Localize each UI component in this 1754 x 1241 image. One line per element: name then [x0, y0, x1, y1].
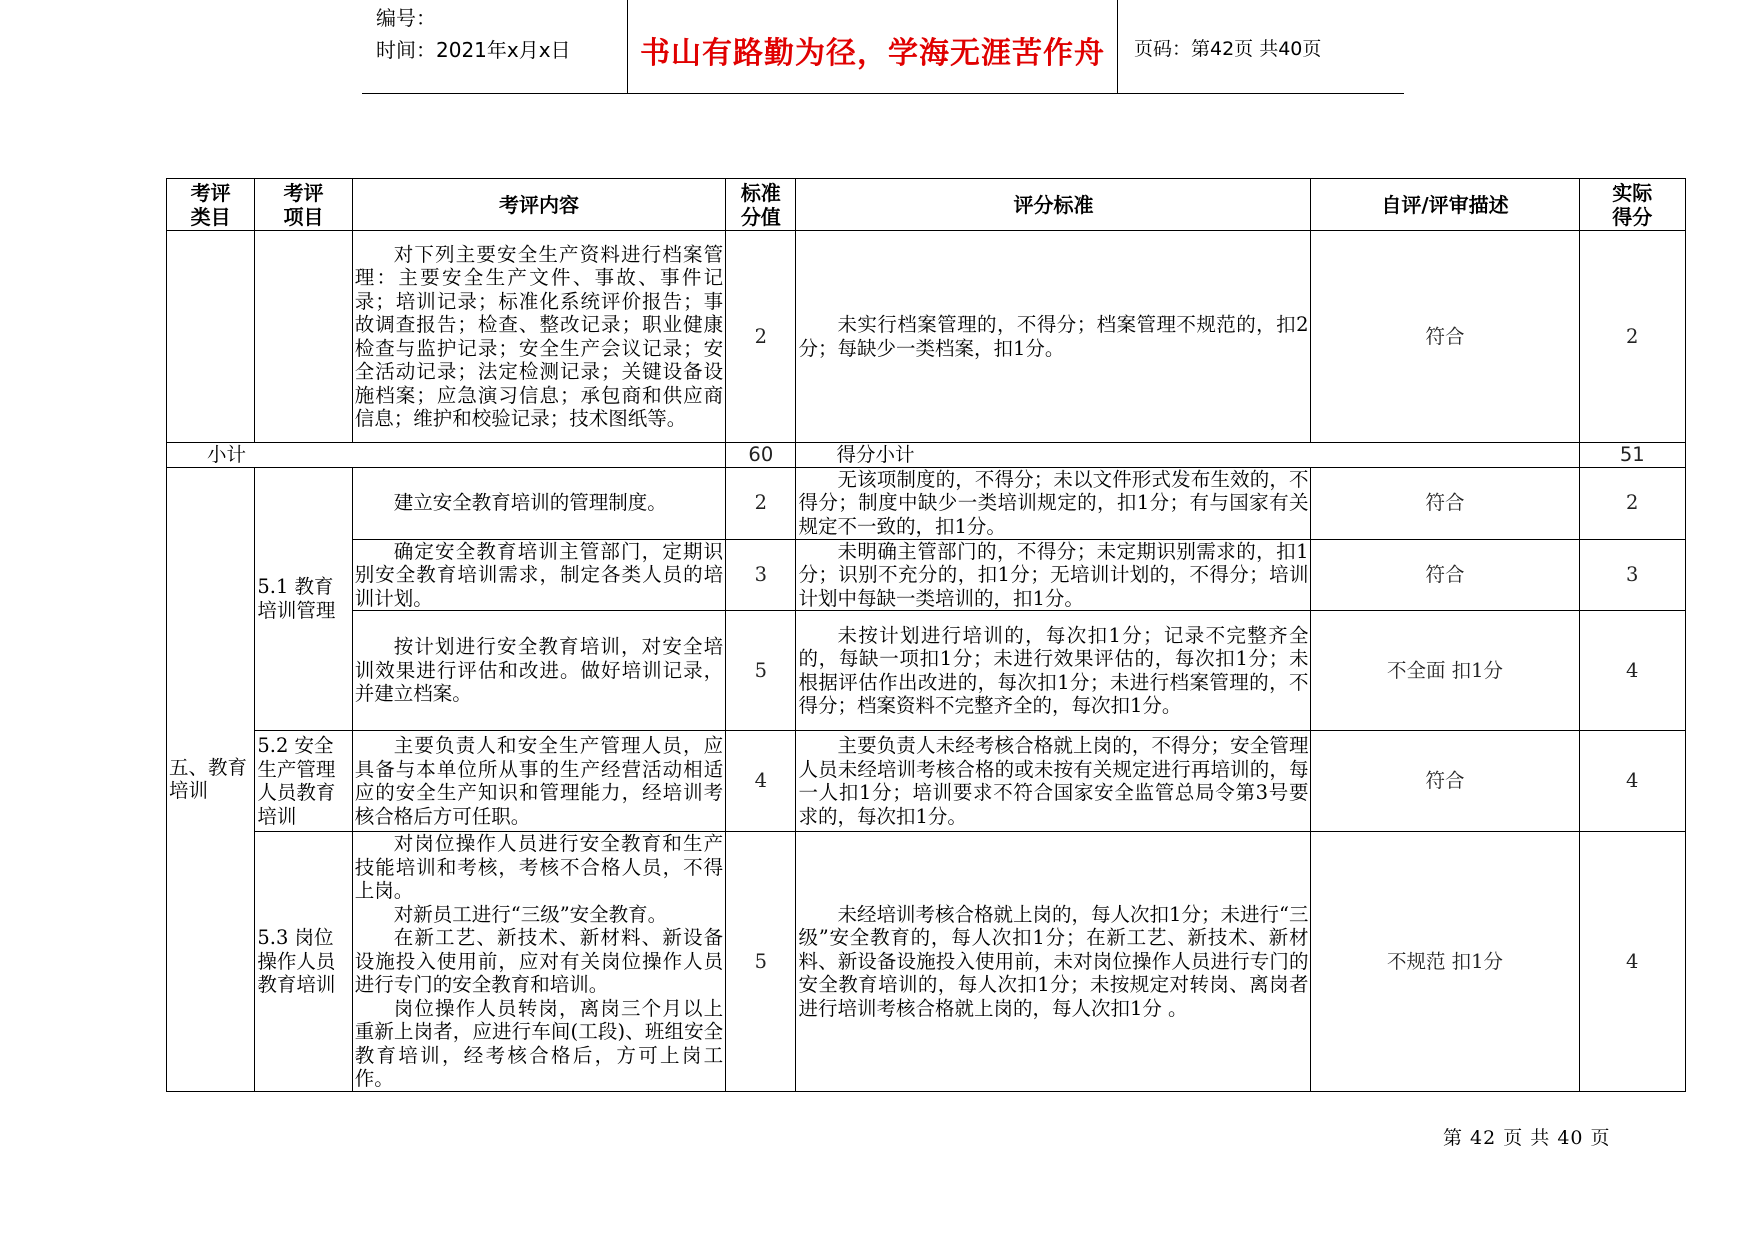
criteria-text: 未明确主管部门的，不得分；未定期识别需求的，扣1分；识别不充分的，扣1分；无培训计划的，不得分；培训计划中每缺一类培训的，扣1分。 [798, 539, 1309, 610]
subtotal-label: 小计 [167, 443, 726, 468]
content-text: 对下列主要安全生产资料进行档案管理：主要安全生产文件、事故、事件记录；培训记录；标准化系统评价报告；事故调查报告；检查、整改记录；职业健康检查与监护记录；安全生产会议记录；安全活动记录；法定检测记录；关键设备设施档案；应急演习信息；承包商和供应商信息；维护和校验记录；技术图纸等。 [354, 242, 724, 430]
subtotal-actual-total: 51 [1579, 443, 1685, 468]
actual-score-cell: 4 [1579, 731, 1685, 832]
self-eval-cell: 符合 [1311, 731, 1579, 832]
table-row [167, 467, 1686, 539]
header-category: 考评 类目 [167, 179, 255, 231]
actual-score-cell: 3 [1579, 539, 1685, 611]
content-text: 在新工艺、新技术、新材料、新设备设施投入使用前，应对有关岗位操作人员进行专门的安全教育和培训。 [354, 926, 724, 997]
category-cell: 五、教育培训 [167, 467, 255, 1092]
content-cell [352, 539, 725, 611]
content-cell [352, 611, 725, 731]
criteria-text: 未实行档案管理的，不得分；档案管理不规范的，扣2分；每缺少一类档案，扣1分。 [798, 313, 1309, 360]
actual-score-cell: 2 [1579, 467, 1685, 539]
item-cell [255, 231, 352, 443]
motto: 书山有路勤为径，学海无涯苦作舟 [640, 36, 1105, 71]
std-score-cell: 4 [726, 731, 796, 832]
content-text: 建立安全教育培训的管理制度。 [393, 491, 667, 515]
self-eval-cell: 符合 [1311, 539, 1579, 611]
page-footer: 第 42 页 共 40 页 [1443, 1127, 1611, 1149]
item-cell: 5.2 安全生产管理人员教育培训 [255, 731, 352, 832]
content-cell [352, 832, 725, 1092]
criteria-cell [796, 731, 1311, 832]
std-score-cell: 2 [726, 231, 796, 443]
evaluation-table [166, 178, 1686, 1092]
criteria-cell [796, 231, 1311, 443]
table-row [167, 611, 1686, 731]
std-score-cell: 5 [726, 611, 796, 731]
header-actual: 实际 得分 [1579, 179, 1685, 231]
content-text: 按计划进行安全教育培训，对安全培训效果进行评估和改进。做好培训记录，并建立档案。 [354, 635, 724, 706]
header-meta [376, 2, 571, 66]
criteria-cell [796, 539, 1311, 611]
code-label: 编号： [376, 6, 436, 30]
header-content: 考评内容 [352, 179, 725, 231]
actual-score-cell: 2 [1579, 231, 1685, 443]
subtotal-score-label: 得分小计 [796, 443, 1579, 468]
date-label: 时间：2021年x月x日 [376, 38, 571, 62]
item-cell: 5.3 岗位操作人员教育培训 [255, 832, 352, 1092]
table-row [167, 731, 1686, 832]
header-std-score: 标准 分值 [726, 179, 796, 231]
content-cell [352, 731, 725, 832]
content-cell [352, 231, 725, 443]
subtotal-std-total: 60 [726, 443, 796, 468]
criteria-cell [796, 832, 1311, 1092]
item-cell: 5.1 教育培训管理 [255, 467, 352, 731]
header-self-eval: 自评/评审描述 [1311, 179, 1579, 231]
header-criteria: 评分标准 [796, 179, 1311, 231]
content-text: 对新员工进行“三级”安全教育。 [393, 902, 668, 926]
self-eval-cell: 不全面 扣1分 [1311, 611, 1579, 731]
content-text: 主要负责人和安全生产管理人员，应具备与本单位所从事的生产经营活动相适应的安全生产知识和管理能力，经培训考核合格后方可任职。 [354, 734, 724, 828]
subtotal-row [167, 443, 1686, 468]
self-eval-cell: 符合 [1311, 231, 1579, 443]
header-divider [1117, 0, 1118, 93]
self-eval-cell: 不规范 扣1分 [1311, 832, 1579, 1092]
table-row [167, 539, 1686, 611]
self-eval-cell: 符合 [1311, 467, 1579, 539]
page-header [362, 0, 1404, 94]
category-cell [167, 231, 255, 443]
std-score-cell: 2 [726, 467, 796, 539]
criteria-text: 未经培训考核合格就上岗的，每人次扣1分；未进行“三级”安全教育的，每人次扣1分；在新工艺、新技术、新材料、新设备设施投入使用前，未对岗位操作人员进行专门的安全教育培训的，每人次扣1分；未按规定对转岗、离岗者进行培训考核合格就上岗的，每人次扣1分 。 [798, 902, 1309, 1020]
criteria-cell [796, 467, 1311, 539]
content-text: 对岗位操作人员进行安全教育和生产技能培训和考核，考核不合格人员，不得上岗。 [354, 832, 724, 903]
table-row [167, 832, 1686, 1092]
content-text: 确定安全教育培训主管部门，定期识别安全教育培训需求，制定各类人员的培训计划。 [354, 539, 724, 610]
header-page-label: 页码：第42页 共40页 [1134, 38, 1322, 60]
std-score-cell: 3 [726, 539, 796, 611]
criteria-text: 无该项制度的，不得分；未以文件形式发布生效的，不得分；制度中缺少一类培训规定的，扣1分；有与国家有关规定不一致的，扣1分。 [798, 467, 1309, 538]
criteria-text: 未按计划进行培训的，每次扣1分；记录不完整齐全的，每缺一项扣1分；未进行效果评估的，每次扣1分；未根据评估作出改进的，每次扣1分；未进行档案管理的，不得分；档案资料不完整齐全的，每次扣1分。 [798, 623, 1309, 717]
std-score-cell: 5 [726, 832, 796, 1092]
content-cell [352, 467, 725, 539]
table-header-row [167, 179, 1686, 231]
table-row [167, 231, 1686, 443]
actual-score-cell: 4 [1579, 611, 1685, 731]
actual-score-cell: 4 [1579, 832, 1685, 1092]
criteria-text: 主要负责人未经考核合格就上岗的，不得分；安全管理人员未经培训考核合格的或未按有关规定进行再培训的，每一人扣1分；培训要求不符合国家安全监管总局令第3号要求的，每次扣1分。 [798, 734, 1309, 828]
header-item: 考评 项目 [255, 179, 352, 231]
criteria-cell [796, 611, 1311, 731]
content-text: 岗位操作人员转岗，离岗三个月以上重新上岗者，应进行车间(工段)、班组安全教育培训，经考核合格后，方可上岗工作。 [354, 996, 724, 1091]
